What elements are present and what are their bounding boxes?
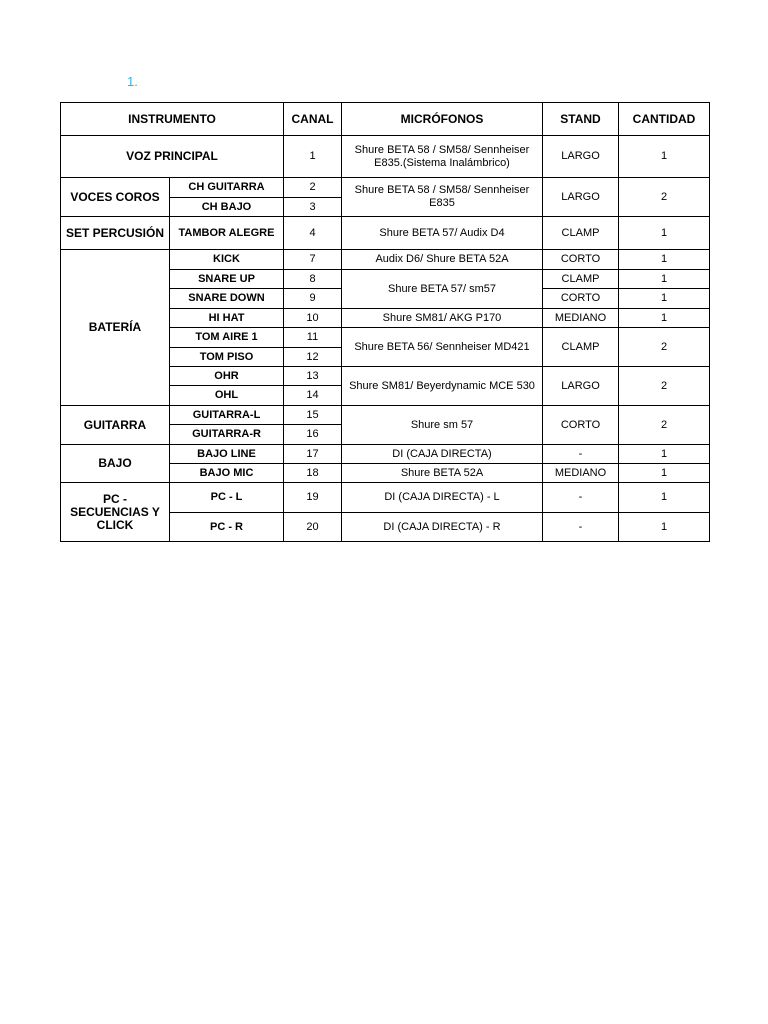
stand-cell: CORTO: [543, 250, 619, 270]
mic-cell: Shure sm 57: [342, 406, 543, 445]
sub-ohr: OHR: [170, 367, 284, 386]
canal-cell: 13: [284, 367, 342, 386]
canal-cell: 2: [284, 178, 342, 198]
cantidad-cell: 1: [619, 270, 710, 289]
canal-cell: 11: [284, 328, 342, 348]
sub-pc-l: PC - L: [170, 483, 284, 513]
input-list-table: [60, 102, 710, 542]
mic-cell: Shure SM81/ Beyerdynamic MCE 530: [342, 367, 543, 406]
table-row: [61, 217, 710, 250]
sub-tom-piso: TOM PISO: [170, 348, 284, 367]
group-bajo: BAJO: [61, 445, 170, 483]
canal-cell: 19: [284, 483, 342, 513]
canal-cell: 17: [284, 445, 342, 464]
sub-guitarra-l: GUITARRA-L: [170, 406, 284, 425]
canal-cell: 10: [284, 309, 342, 328]
cantidad-cell: 2: [619, 328, 710, 367]
sub-tom-aire-1: TOM AIRE 1: [170, 328, 284, 348]
mic-cell: Shure BETA 52A: [342, 464, 543, 483]
mic-cell: Shure BETA 57/ Audix D4: [342, 217, 543, 250]
sub-pc-r: PC - R: [170, 513, 284, 542]
cantidad-cell: 1: [619, 483, 710, 513]
cantidad-cell: 1: [619, 445, 710, 464]
mic-cell: Shure BETA 56/ Sennheiser MD421: [342, 328, 543, 367]
cantidad-cell: 2: [619, 178, 710, 217]
sub-snare-down: SNARE DOWN: [170, 289, 284, 309]
stand-cell: -: [543, 483, 619, 513]
table-row: [61, 483, 710, 513]
stand-cell: CLAMP: [543, 328, 619, 367]
mic-cell: Shure BETA 57/ sm57: [342, 270, 543, 309]
canal-cell: 8: [284, 270, 342, 289]
header-microfonos: MICRÓFONOS: [342, 103, 543, 136]
cantidad-cell: 1: [619, 513, 710, 542]
sub-ch-guitarra: CH GUITARRA: [170, 178, 284, 198]
sub-guitarra-r: GUITARRA-R: [170, 425, 284, 445]
stand-cell: LARGO: [543, 136, 619, 178]
group-guitarra: GUITARRA: [61, 406, 170, 445]
group-voz-principal: VOZ PRINCIPAL: [61, 136, 284, 178]
table-row: [61, 406, 710, 425]
group-voces-coros: VOCES COROS: [61, 178, 170, 217]
cantidad-cell: 1: [619, 136, 710, 178]
table-row: [61, 250, 710, 270]
canal-cell: 20: [284, 513, 342, 542]
group-set-percusion: SET PERCUSIÓN: [61, 217, 170, 250]
sub-ch-bajo: CH BAJO: [170, 198, 284, 217]
mic-cell: Shure BETA 58 / SM58/ Sennheiser E835: [342, 178, 543, 217]
cantidad-cell: 1: [619, 464, 710, 483]
header-instrumento: INSTRUMENTO: [61, 103, 284, 136]
sub-bajo-line: BAJO LINE: [170, 445, 284, 464]
table-row: [61, 445, 710, 464]
header-stand: STAND: [543, 103, 619, 136]
sub-tambor-alegre: TAMBOR ALEGRE: [170, 217, 284, 250]
sub-hi-hat: HI HAT: [170, 309, 284, 328]
group-bateria: BATERÍA: [61, 250, 170, 406]
table-row: [61, 178, 710, 198]
sub-snare-up: SNARE UP: [170, 270, 284, 289]
stand-cell: CLAMP: [543, 270, 619, 289]
stand-cell: MEDIANO: [543, 464, 619, 483]
stand-cell: -: [543, 513, 619, 542]
mic-cell: Shure SM81/ AKG P170: [342, 309, 543, 328]
cantidad-cell: 1: [619, 309, 710, 328]
cantidad-cell: 1: [619, 250, 710, 270]
cantidad-cell: 1: [619, 289, 710, 309]
stand-cell: CORTO: [543, 289, 619, 309]
canal-cell: 9: [284, 289, 342, 309]
list-number-marker: 1.: [127, 74, 138, 89]
canal-cell: 15: [284, 406, 342, 425]
header-row: [61, 103, 710, 136]
mic-cell: Shure BETA 58 / SM58/ Sennheiser E835.(Sistema Inalámbrico): [342, 136, 543, 178]
mic-cell: DI (CAJA DIRECTA) - L: [342, 483, 543, 513]
canal-cell: 12: [284, 348, 342, 367]
mic-cell: DI (CAJA DIRECTA) - R: [342, 513, 543, 542]
sub-bajo-mic: BAJO MIC: [170, 464, 284, 483]
group-pc: PC - SECUENCIAS Y CLICK: [61, 483, 170, 542]
canal-cell: 3: [284, 198, 342, 217]
cantidad-cell: 1: [619, 217, 710, 250]
canal-cell: 4: [284, 217, 342, 250]
header-canal: CANAL: [284, 103, 342, 136]
mic-cell: Audix D6/ Shure BETA 52A: [342, 250, 543, 270]
mic-cell: DI (CAJA DIRECTA): [342, 445, 543, 464]
canal-cell: 1: [284, 136, 342, 178]
stand-cell: CORTO: [543, 406, 619, 445]
stand-cell: MEDIANO: [543, 309, 619, 328]
stand-cell: LARGO: [543, 178, 619, 217]
sub-kick: KICK: [170, 250, 284, 270]
cantidad-cell: 2: [619, 406, 710, 445]
stand-cell: CLAMP: [543, 217, 619, 250]
stand-cell: LARGO: [543, 367, 619, 406]
sub-ohl: OHL: [170, 386, 284, 406]
canal-cell: 18: [284, 464, 342, 483]
canal-cell: 7: [284, 250, 342, 270]
table-row: [61, 136, 710, 178]
cantidad-cell: 2: [619, 367, 710, 406]
canal-cell: 14: [284, 386, 342, 406]
header-cantidad: CANTIDAD: [619, 103, 710, 136]
stand-cell: -: [543, 445, 619, 464]
canal-cell: 16: [284, 425, 342, 445]
